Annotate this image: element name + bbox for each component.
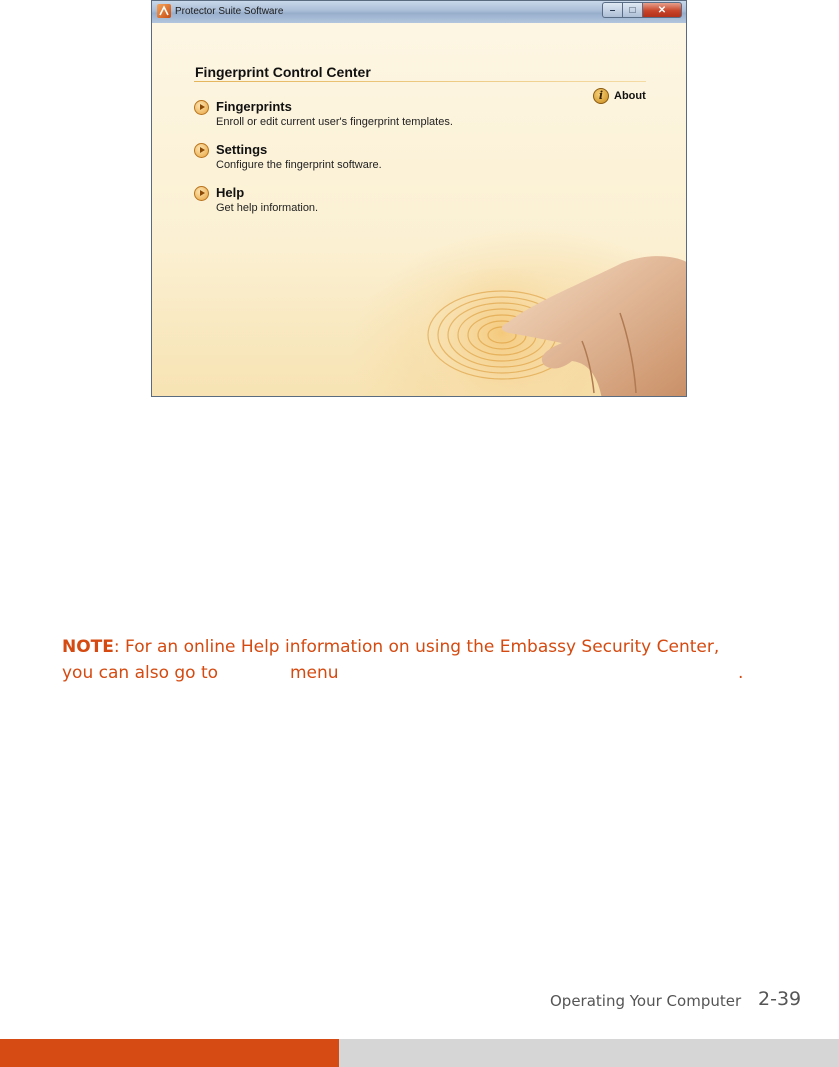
note-label: NOTE: [62, 637, 114, 657]
menu-item-fingerprints[interactable]: [194, 99, 514, 131]
menu-item-title: Help: [216, 185, 245, 200]
panel-title: Fingerprint Control Center: [195, 64, 371, 80]
menu-item-settings[interactable]: [194, 142, 434, 174]
footer-section-title: Operating Your Computer: [550, 992, 742, 1010]
close-button[interactable]: ✕: [642, 2, 682, 18]
menu-item-title: Fingerprints: [216, 99, 292, 114]
note-text: : For an online Help information on using the Embassy Security Center,: [113, 637, 720, 657]
title-divider: [194, 81, 646, 82]
menu-item-help[interactable]: [194, 185, 394, 217]
menu-item-description: Enroll or edit current user's fingerprint templates.: [216, 116, 453, 128]
arrow-icon: [194, 143, 209, 158]
window-titlebar[interactable]: [152, 1, 686, 24]
page-number: 2-39: [758, 988, 802, 1010]
menu-item-description: Configure the fingerprint software.: [216, 159, 382, 171]
note-text-part-c: .: [738, 663, 744, 683]
footer-accent-bar: [0, 1039, 339, 1067]
note-text-part-b: menu: [290, 663, 339, 683]
note-line-2: [62, 660, 802, 686]
about-label: About: [614, 90, 646, 102]
help-note: [62, 634, 802, 686]
menu-item-title: Settings: [216, 142, 268, 157]
footer-grey-bar: [339, 1039, 839, 1067]
window-title: Protector Suite Software: [175, 6, 284, 17]
note-line-1: [62, 634, 802, 660]
fingerprint-hand-illustration: [412, 243, 687, 397]
info-icon: i: [593, 88, 609, 104]
minimize-button[interactable]: –: [602, 2, 622, 18]
protector-suite-window: [151, 0, 687, 397]
note-text-part-a: you can also go to: [62, 663, 219, 683]
arrow-icon: [194, 186, 209, 201]
window-content: [152, 23, 686, 396]
menu-item-description: Get help information.: [216, 202, 319, 214]
arrow-icon: [194, 100, 209, 115]
about-link[interactable]: [593, 88, 646, 104]
app-icon: [157, 4, 171, 18]
maximize-button[interactable]: □: [622, 2, 642, 18]
window-controls: [602, 2, 682, 19]
